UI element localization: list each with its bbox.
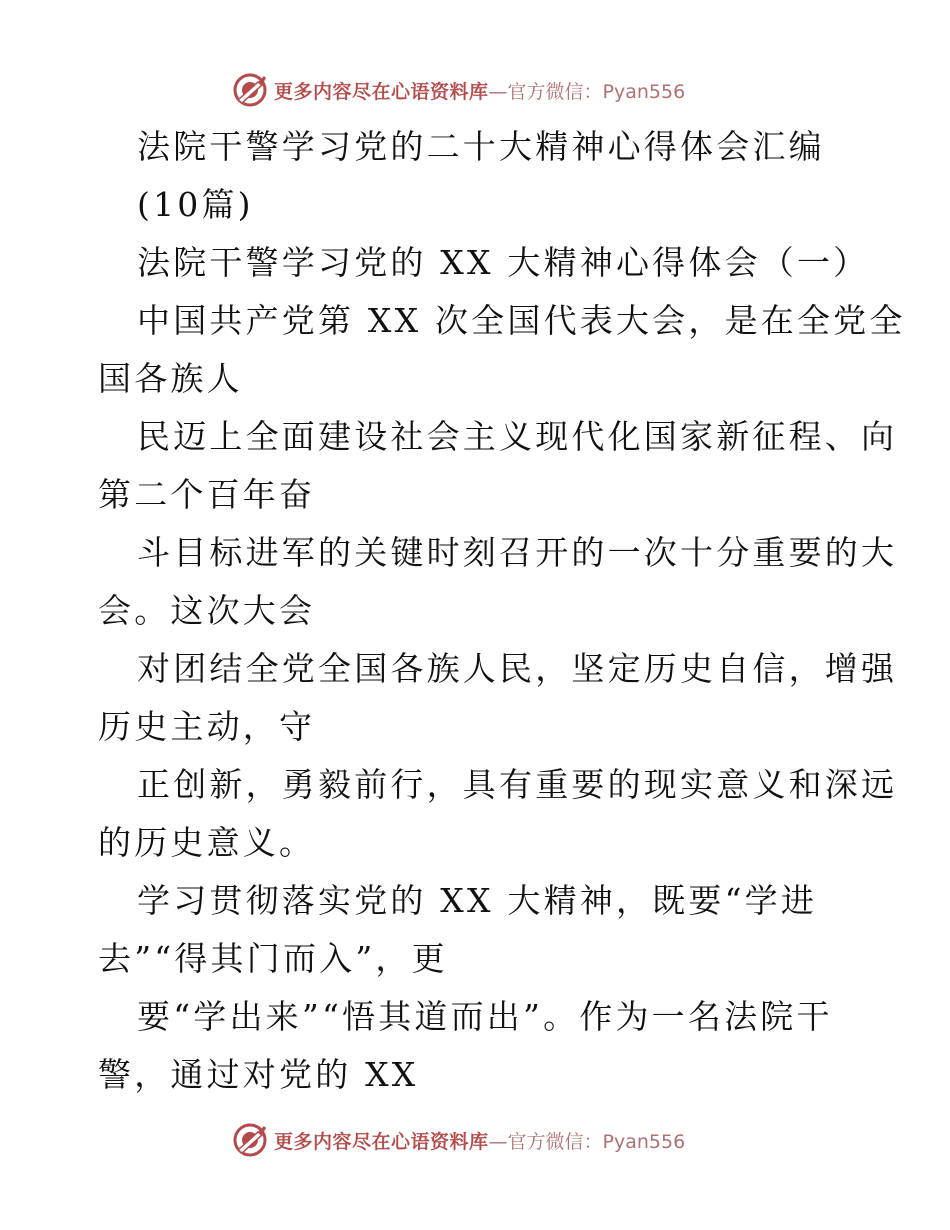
text-line: 中国共产党第 XX 次全国代表大会，是在全党全 xyxy=(137,301,906,340)
text-line: 警，通过对党的 XX xyxy=(98,1055,419,1094)
text-line: 要“学出来”“悟其道而出”。作为一名法院干 xyxy=(137,997,833,1036)
watermark-banner-bottom xyxy=(232,1120,685,1160)
text-line: 会。这次大会 xyxy=(98,591,316,630)
document-title: 法院干警学习党的二十大精神心得体会汇编 xyxy=(137,127,825,166)
text-line: 去”“得其门而入”，更 xyxy=(98,939,448,978)
text-line: 国各族人 xyxy=(98,359,243,398)
watermark-sub-text: —官方微信：Pyan556 xyxy=(488,1130,686,1153)
text-line: 第二个百年奋 xyxy=(98,475,316,514)
text-line: 历史主动，守 xyxy=(98,707,316,746)
text-line: 的历史意义。 xyxy=(98,823,316,862)
section-heading: 法院干警学习党的 XX 大精神心得体会（一） xyxy=(137,243,870,282)
text-line: 正创新，勇毅前行，具有重要的现实意义和深远 xyxy=(137,765,898,804)
text-line: 对团结全党全国各族人民，坚定历史自信，增强 xyxy=(137,649,898,688)
logo-icon xyxy=(232,72,268,108)
watermark-sub-text: —官方微信：Pyan556 xyxy=(488,80,686,103)
watermark-main-text: 更多内容尽在心语资料库 xyxy=(274,80,489,103)
text-line: 民迈上全面建设社会主义现代化国家新征程、向 xyxy=(137,417,898,456)
logo-icon xyxy=(232,1122,268,1158)
watermark-main-text: 更多内容尽在心语资料库 xyxy=(274,1130,489,1153)
document-title-count: (10篇) xyxy=(137,185,254,224)
text-line: 学习贯彻落实党的 XX 大精神，既要“学进 xyxy=(137,881,818,920)
text-line: 斗目标进军的关键时刻召开的一次十分重要的大 xyxy=(137,533,898,572)
watermark-banner-top xyxy=(232,70,685,110)
